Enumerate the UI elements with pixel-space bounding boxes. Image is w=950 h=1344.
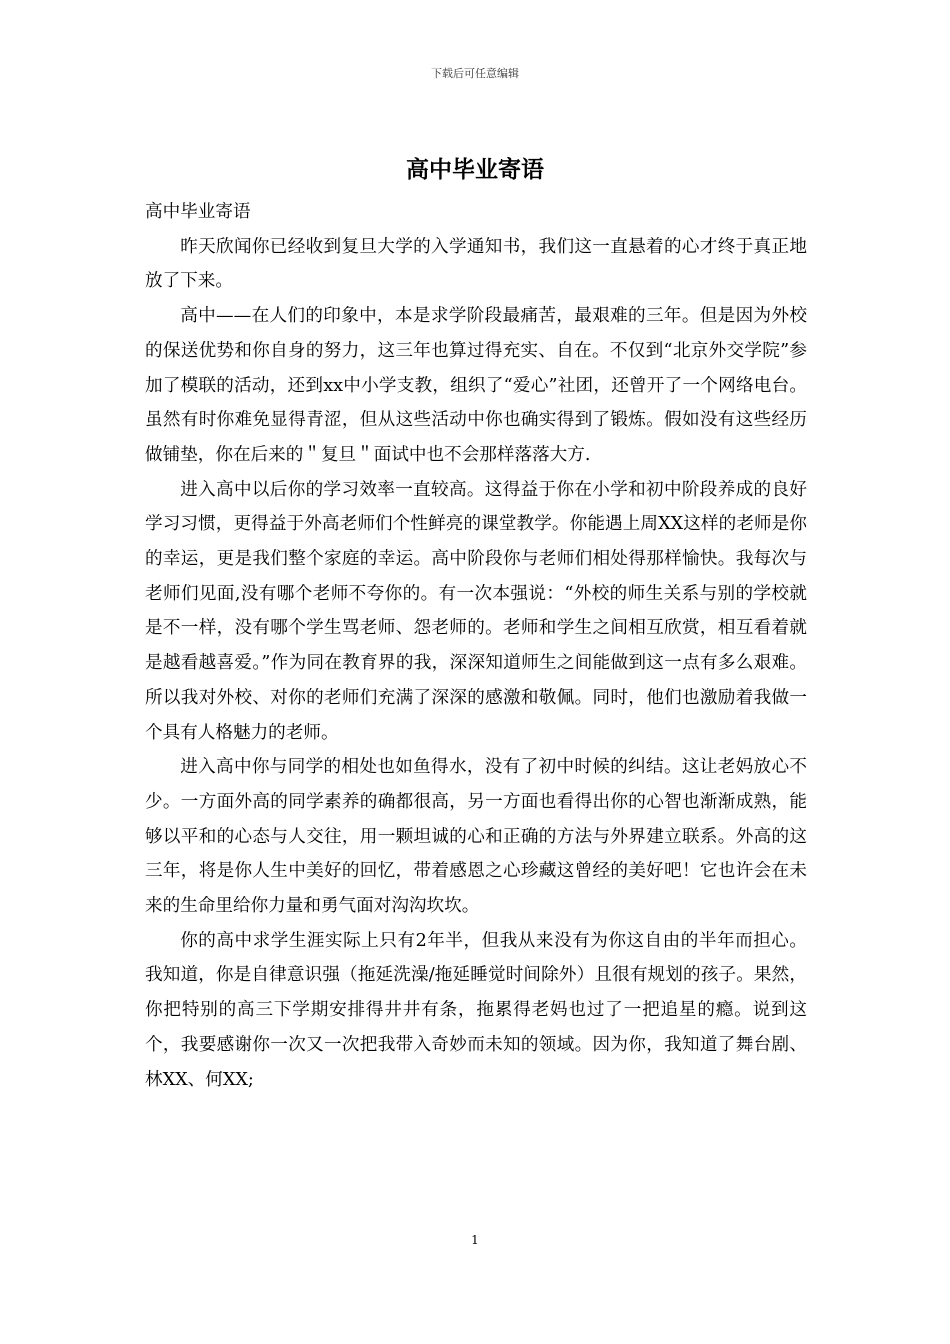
page-number: 1 [471, 1233, 479, 1247]
paragraph: 进入高中以后你的学习效率一直较高。这得益于你在小学和初中阶段养成的良好学习习惯，更得益于外高老师们个性鲜亮的课堂教学。你能遇上周XX这样的老师是你的幸运，更是我们整个家庭的幸运。高中阶段你与老师们相处得那样愉快。我每次与老师们见面,没有哪个老师不夸你的。有一次本强说：“外校的师生关系与别的学校就是不一样，没有哪个学生骂老师、怨老师的。老师和学生之间相互欣赏，相互看着就是越看越喜爱。”作为同在教育界的我，深深知道师生之间能做到这一点有多么艰难。所以我对外校、对你的老师们充满了深深的感激和敬佩。同时，他们也激励着我做一个具有人格魅力的老师。 [145, 479, 807, 743]
document-body [145, 195, 807, 1097]
paragraph: 昨天欣闻你已经收到复旦大学的入学通知书，我们这一直悬着的心才终于真正地放了下来。 [145, 236, 807, 292]
document-title: 高中毕业寄语 [406, 157, 544, 183]
header-note: 下载后可任意编辑 [431, 67, 519, 80]
paragraph: 高中——在人们的印象中，本是求学阶段最痛苦，最艰难的三年。但是因为外校的保送优势和你自身的努力，这三年也算过得充实、自在。不仅到“北京外交学院”参加了模联的活动，还到xx中小学支教，组织了“爱心”社团，还曾开了一个网络电台。虽然有时你难免显得青涩，但从这些活动中你也确实得到了锻炼。假如没有这些经历做铺垫，你在后来的＂复旦＂面试中也不会那样落落大方. [145, 306, 807, 465]
paragraph: 你的高中求学生涯实际上只有2年半，但我从来没有为你这自由的半年而担心。我知道，你是自律意识强（拖延洗澡/拖延睡觉时间除外）且很有规划的孩子。果然，你把特别的高三下学期安排得井井有条，拖累得老妈也过了一把追星的瘾。说到这个，我要感谢你一次又一次把我带入奇妙而未知的领域。因为你，我知道了舞台剧、林XX、何XX; [145, 930, 807, 1090]
paragraph: 进入高中你与同学的相处也如鱼得水，没有了初中时候的纠结。这让老妈放心不少。一方面外高的同学素养的确都很高，另一方面也看得出你的心智也渐渐成熟，能够以平和的心态与人交往，用一颗坦诚的心和正确的方法与外界建立联系。外高的这三年，将是你人生中美好的回忆，带着感恩之心珍藏这曾经的美好吧！它也许会在未来的生命里给你力量和勇气面对沟沟坎坎。 [145, 757, 807, 917]
subtitle-line: 高中毕业寄语 [145, 202, 251, 222]
